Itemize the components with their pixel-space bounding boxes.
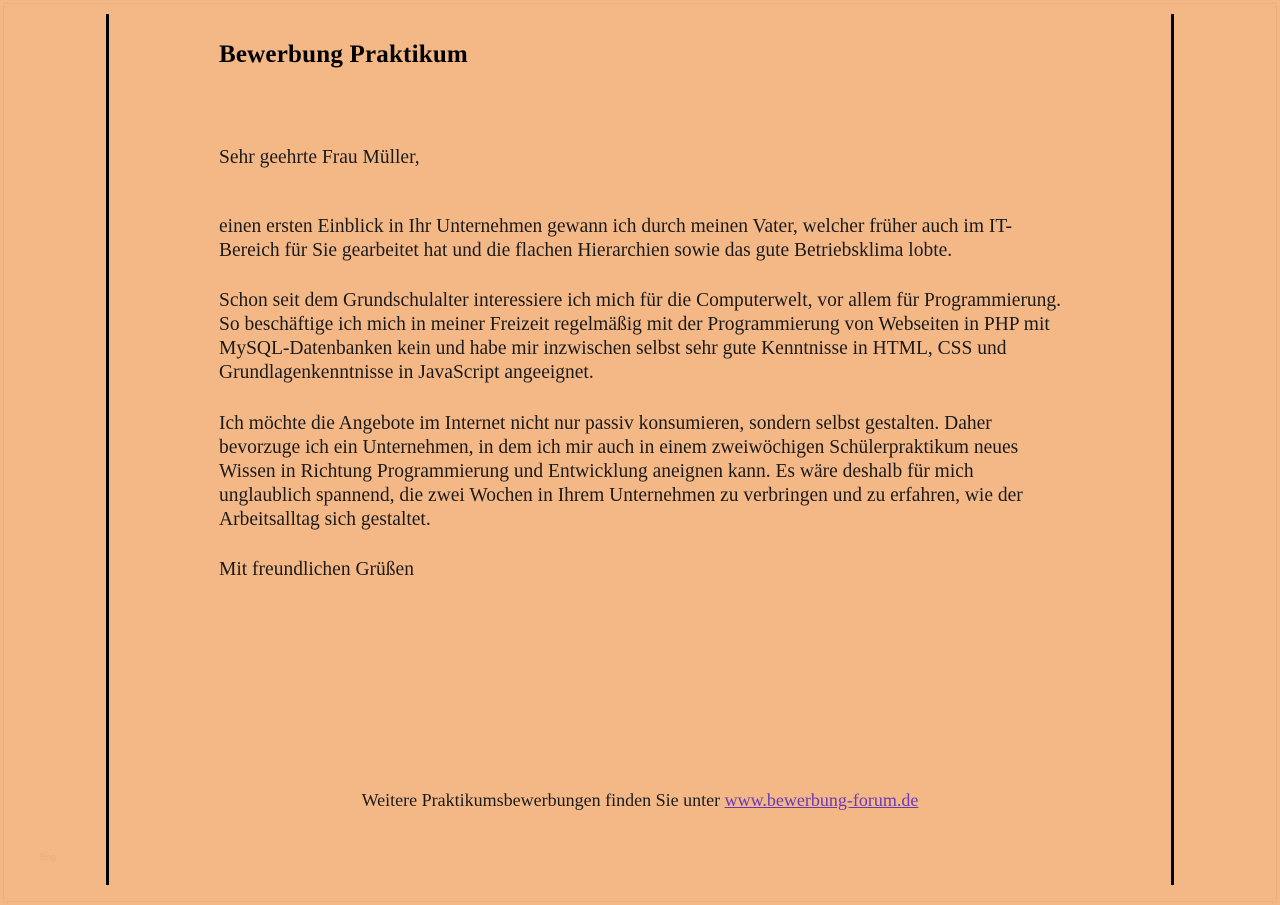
body-paragraph: Schon seit dem Grundschulalter interessiere ich mich für die Computerwelt, vor allem für Programmierung. So beschäftige ich mich in meiner Freizeit regelmäßig mit der Programmierung von Webseiten in PHP mit MySQL-Datenbanken kein und habe mir inzwischen selbst sehr gute Kenntnisse in HTML, CSS und Grundlagenkenntnisse in JavaScript angeeignet. xyxy=(219,289,1062,384)
body-paragraph: einen ersten Einblick in Ihr Unternehmen gewann ich durch meinen Vater, welcher früher auch im IT-Bereich für Sie gearbeitet hat und die flachen Hierarchien sowie das gute Betriebsklima lobte. xyxy=(219,215,1013,261)
footer-text: Weitere Praktikumsbewerbungen finden Sie unter xyxy=(361,790,725,810)
page-title: Bewerbung Praktikum xyxy=(219,41,468,68)
corner-watermark: Bog xyxy=(40,852,57,862)
letter-content xyxy=(219,40,1064,580)
body-paragraph: Ich möchte die Angebote im Internet nicht nur passiv konsumieren, sondern selbst gestalten. Daher bevorzuge ich ein Unternehmen, in dem ich mir auch in einem zweiwöchigen Schülerpraktikum neues Wissen in Richtung Programmierung und Entwicklung aneignen kann. Es wäre deshalb für mich unglaublich spannend, die zwei Wochen in Ihrem Unternehmen zu verbringen und zu erfahren, wie der Arbeitsalltag sich gestaltet. xyxy=(219,412,1023,531)
footer-note xyxy=(0,790,1280,811)
right-margin-rule xyxy=(1171,14,1174,885)
left-margin-rule xyxy=(106,14,109,885)
closing-paragraph: Mit freundlichen Grüßen xyxy=(219,558,414,580)
salutation-line: Sehr geehrte Frau Müller, xyxy=(219,147,420,168)
footer-link[interactable]: www.bewerbung-forum.de xyxy=(724,790,919,810)
